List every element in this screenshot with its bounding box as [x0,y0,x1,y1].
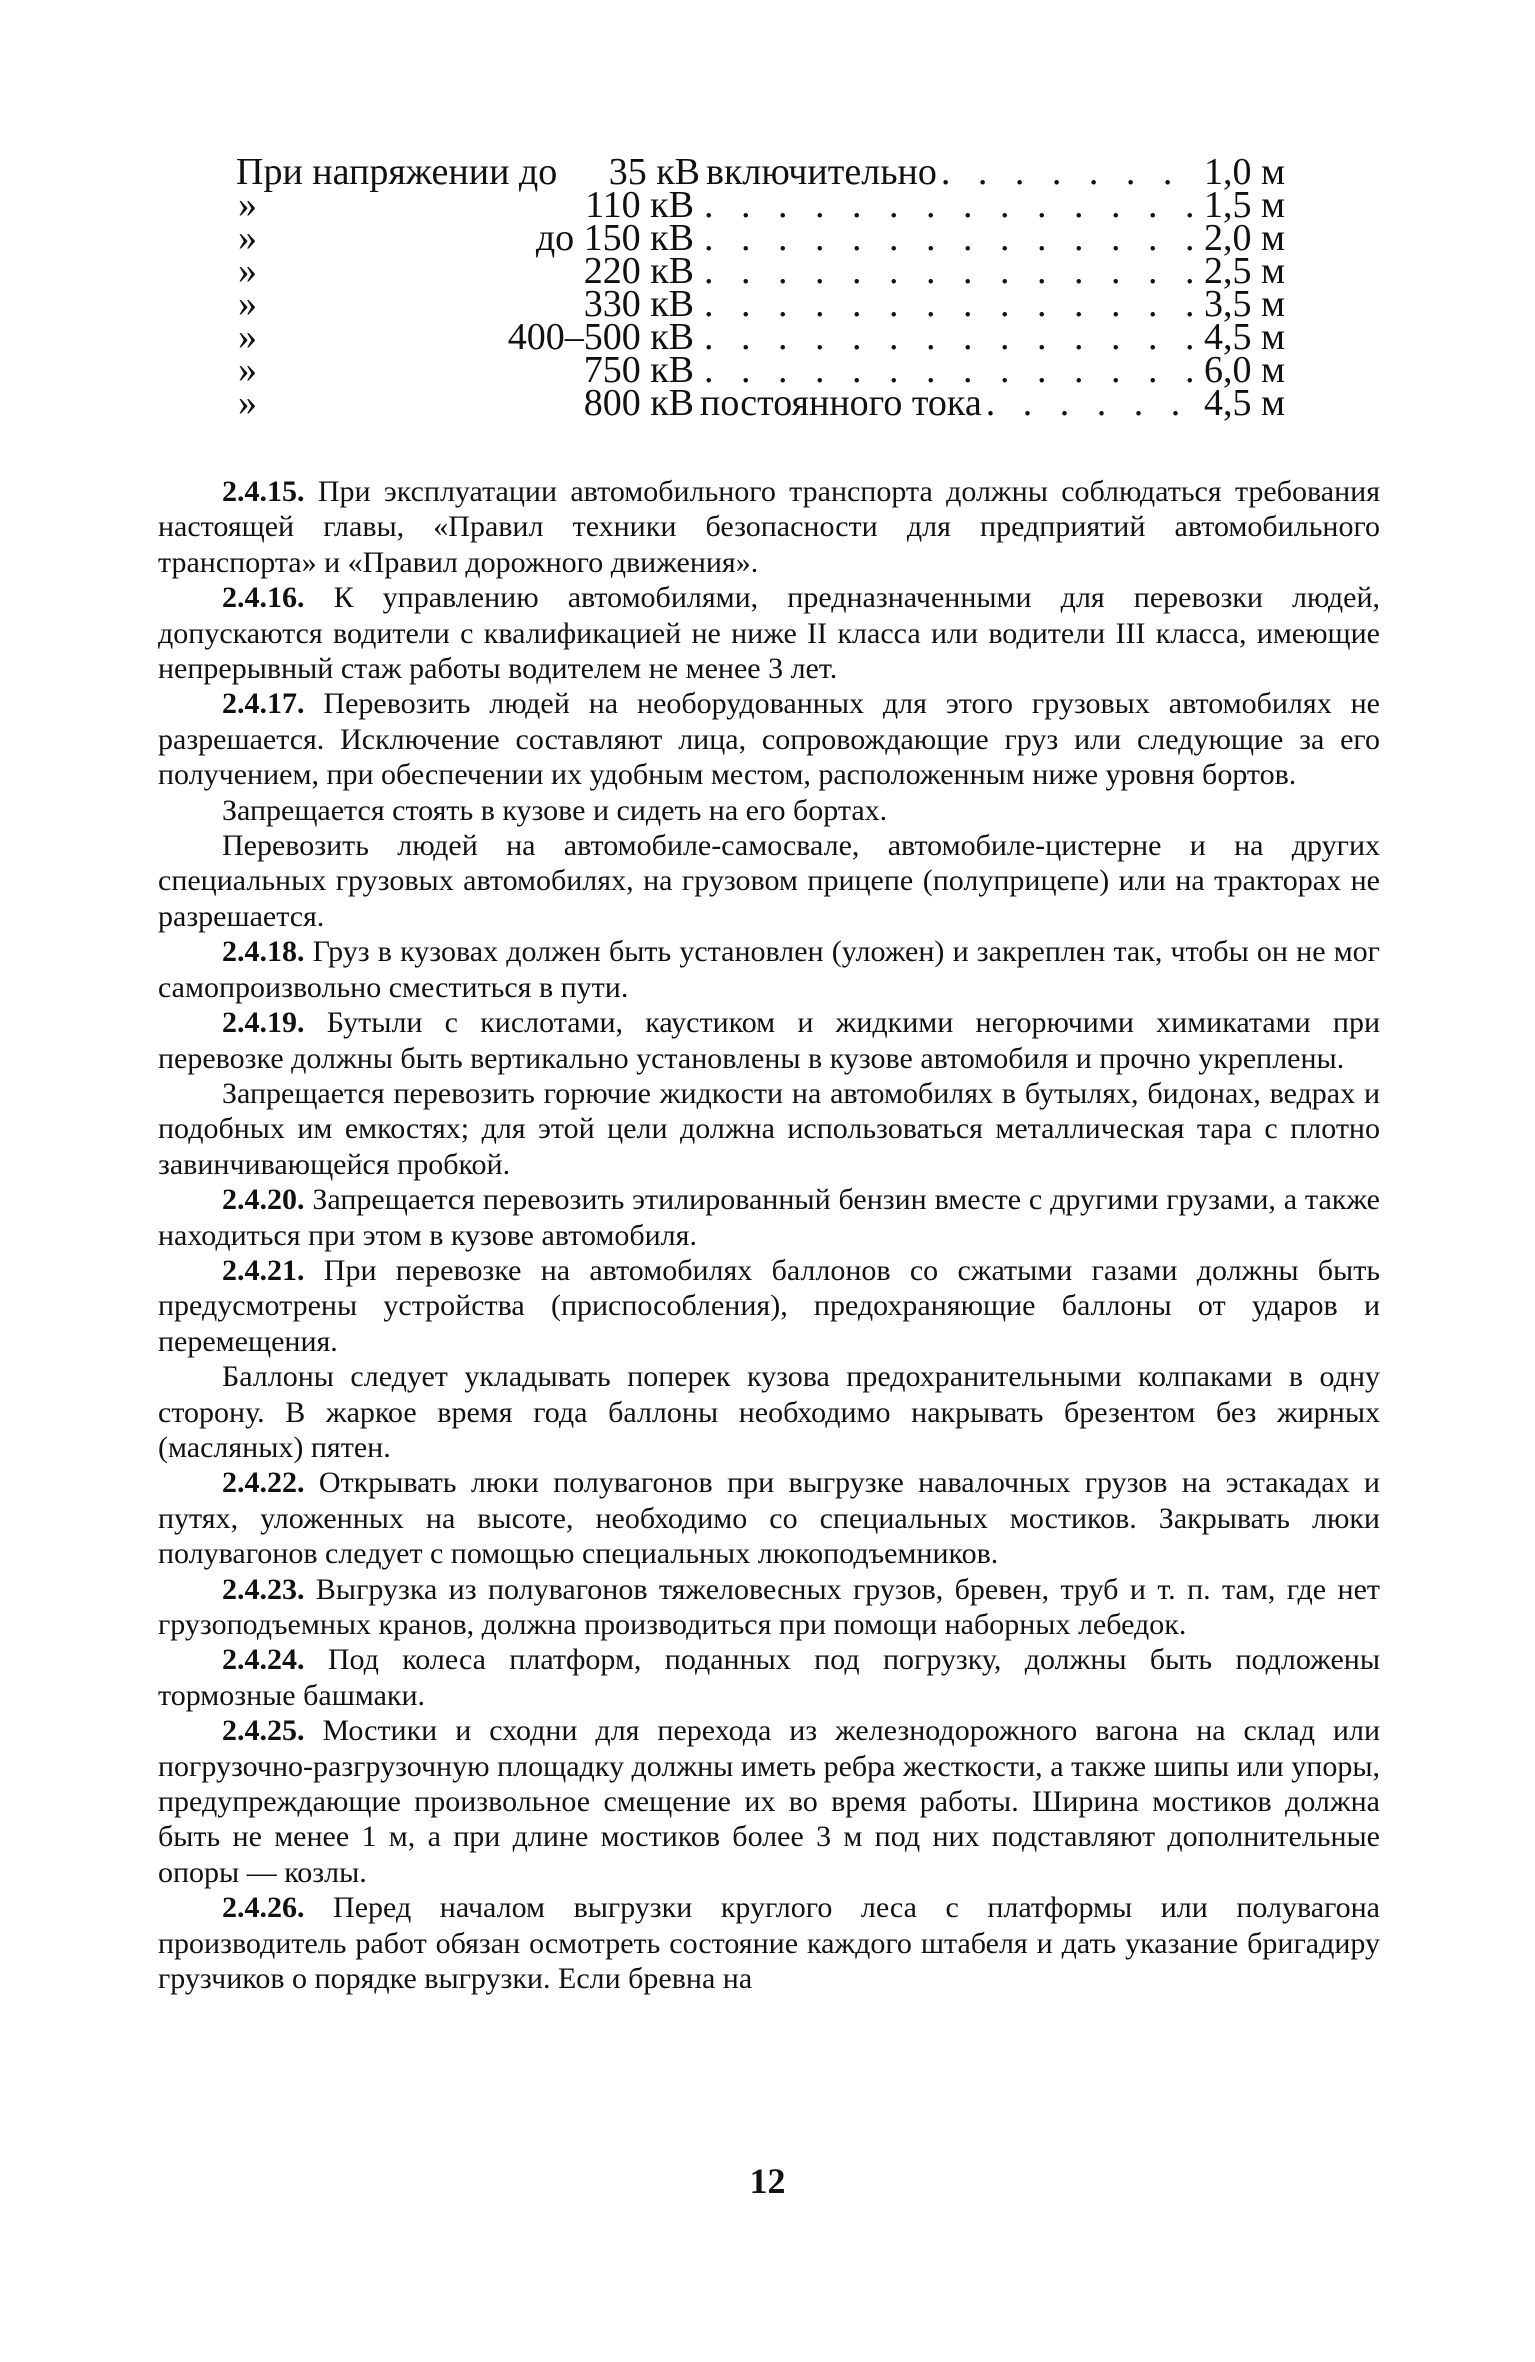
paragraph [158,686,1380,792]
ditto-mark: » [238,382,257,424]
clause-number: 2.4.21. [222,1253,305,1287]
row-distance: 1,0 м [1204,151,1286,193]
paragraph-text: Мостики и сходни для перехода из железнодорожного вагона на склад или погрузочно-разгрузочную площадку должны иметь ребра жесткости, а также шипы или упоры, предупреждающие произвольное смещение их во время работы. Ширина мостиков должна быть не менее 1 м, а при длине мостиков более 3 м под них подставляют дополнительные опоры — козлы. [158,1714,1380,1889]
clause-number: 2.4.19. [222,1006,305,1040]
row-distance: 6,0 м [1204,349,1286,391]
paragraph [158,474,1380,580]
paragraph [158,1890,1380,1996]
dot-leader [704,255,1200,288]
voltage-row [236,316,1300,358]
paragraph-text: Запрещается перевозить горючие жидкости на автомобилях в бутылях, бидонах, ведрах и подобных им емкостях; для этой цели должна использоваться металлическая тара с плотно завинчивающейся пробкой. [158,1076,1380,1181]
paragraph-text: Бутыли с кислотами, каустиком и жидкими негорючими химикатами при перевозке должны быть вертикально установлены в кузове автомобиля и прочно укреплены. [158,1006,1380,1075]
paragraph-text: При эксплуатации автомобильного транспорта должны соблюдаться требования настоящей главы, «Правил техники безопасности для предприятий автомобильного транспорта» и «Правил дорожного движения». [158,475,1380,579]
ditto-mark: » [238,349,257,391]
row-voltage: 750 кВ [583,349,694,391]
paragraph [158,1005,1380,1076]
row-distance: 2,5 м [1204,250,1286,292]
paragraph [158,1253,1380,1359]
ditto-mark: » [238,316,257,358]
dot-leader [704,288,1200,321]
body-text [158,474,1380,1996]
paragraph-text: Под колеса платформ, поданных под погрузку, должны быть подложены тормозные башмаки. [158,1643,1380,1712]
dot-leader [941,156,1200,189]
paragraph-text: Перед началом выгрузки круглого леса с платформы или полувагона производитель работ обязан осмотреть состояние каждого штабеля и дать указание бригадиру грузчиков о порядке выгрузки. Если бревна на [158,1891,1380,1996]
voltage-row [236,217,1300,259]
row-lead: При напряжении до [236,151,558,193]
paragraph [158,580,1380,686]
paragraph [158,1642,1380,1713]
voltage-row [236,151,1300,193]
ditto-mark: » [238,184,257,226]
clause-number: 2.4.16. [222,581,305,615]
dot-leader [986,387,1200,420]
paragraph-text: При перевозке на автомобилях баллонов со сжатыми газами должны быть предусмотрены устройства (приспособления), предохраняющие баллоны от ударов и перемещения. [158,1253,1380,1358]
clause-number: 2.4.25. [222,1714,305,1748]
ditto-mark: » [238,283,257,325]
row-voltage: 110 кВ [585,184,694,226]
paragraph [158,1572,1380,1643]
row-voltage: 220 кВ [583,250,694,292]
paragraph-text: Груз в кузовах должен быть установлен (уложен) и закреплен так, чтобы он не мог самопроизвольно сместиться в пути. [158,935,1380,1004]
page-number: 12 [749,2161,786,2201]
row-note: включительно [706,151,937,193]
paragraph-text: Баллоны следует укладывать поперек кузова предохранительными колпаками в одну сторону. В жаркое время года баллоны необходимо накрывать брезентом без жирных (масляных) пятен. [158,1360,1380,1464]
paragraph-text: Запрещается стоять в кузове и сидеть на его бортах. [222,793,888,827]
row-voltage: 400–500 кВ [507,316,694,358]
row-voltage: 35 кВ [608,151,700,193]
voltage-row [236,184,1300,226]
row-distance: 4,5 м [1204,316,1286,358]
dot-leader [704,189,1200,222]
paragraph [158,828,1380,934]
paragraph [158,793,1380,828]
paragraph [158,1713,1380,1890]
clause-number: 2.4.15. [222,475,305,508]
row-voltage: до 150 кВ [535,217,694,259]
dot-leader [704,222,1200,255]
paragraph-text: К управлению автомобилями, предназначенными для перевозки людей, допускаются водители с квалификацией не ниже II класса или водители III класса, имеющие непрерывный стаж работы водителем не менее 3 лет. [158,581,1380,686]
paragraph-text: Запрещается перевозить этилированный бензин вместе с другими грузами, а также находиться при этом в кузове автомобиля. [158,1183,1380,1252]
ditto-mark: » [238,217,257,259]
paragraph-text: Выгрузка из полувагонов тяжеловесных грузов, бревен, труб и т. п. там, где нет грузоподъемных кранов, должна производиться при помощи наборных лебедок. [158,1572,1380,1641]
clause-number: 2.4.24. [222,1643,305,1677]
row-note: постоянного тока [700,382,982,424]
paragraph-text: Перевозить людей на автомобиле-самосвале, автомобиле-цистерне и на других специальных грузовых автомобилях, на грузовом прицепе (полуприцепе) или на тракторах не разрешается. [158,829,1380,933]
paragraph [158,934,1380,1005]
voltage-row [236,382,1300,424]
paragraph [158,1076,1380,1182]
paragraph [158,1182,1380,1253]
row-voltage: 330 кВ [583,283,694,325]
row-voltage: 800 кВ [583,382,694,424]
paragraph-text: Открывать люки полувагонов при выгрузке навалочных грузов на эстакадах и путях, уложенных на высоте, необходимо со специальных мостиков. Закрывать люки полувагонов следует с помощью специальных люкоподъемников. [158,1466,1380,1571]
paragraph [158,1359,1380,1465]
row-distance: 1,5 м [1204,184,1286,226]
row-distance: 3,5 м [1204,283,1286,325]
voltage-row [236,250,1300,292]
voltage-distance-table [236,151,1300,424]
row-distance: 4,5 м [1204,382,1286,424]
voltage-row [236,283,1300,325]
clause-number: 2.4.20. [222,1183,305,1217]
clause-number: 2.4.26. [222,1891,305,1925]
dot-leader [704,321,1200,354]
clause-number: 2.4.17. [222,687,305,721]
clause-number: 2.4.22. [222,1466,305,1500]
paragraph-text: Перевозить людей на необорудованных для этого грузовых автомобилях не разрешается. Исключение составляют лица, сопровождающие груз или следующие за его получением, при обеспечении их удобным местом, расположенным ниже уровня бортов. [158,687,1380,792]
paragraph [158,1465,1380,1571]
clause-number: 2.4.18. [222,935,305,969]
clause-number: 2.4.23. [222,1572,305,1606]
ditto-mark: » [238,250,257,292]
row-distance: 2,0 м [1204,217,1286,259]
